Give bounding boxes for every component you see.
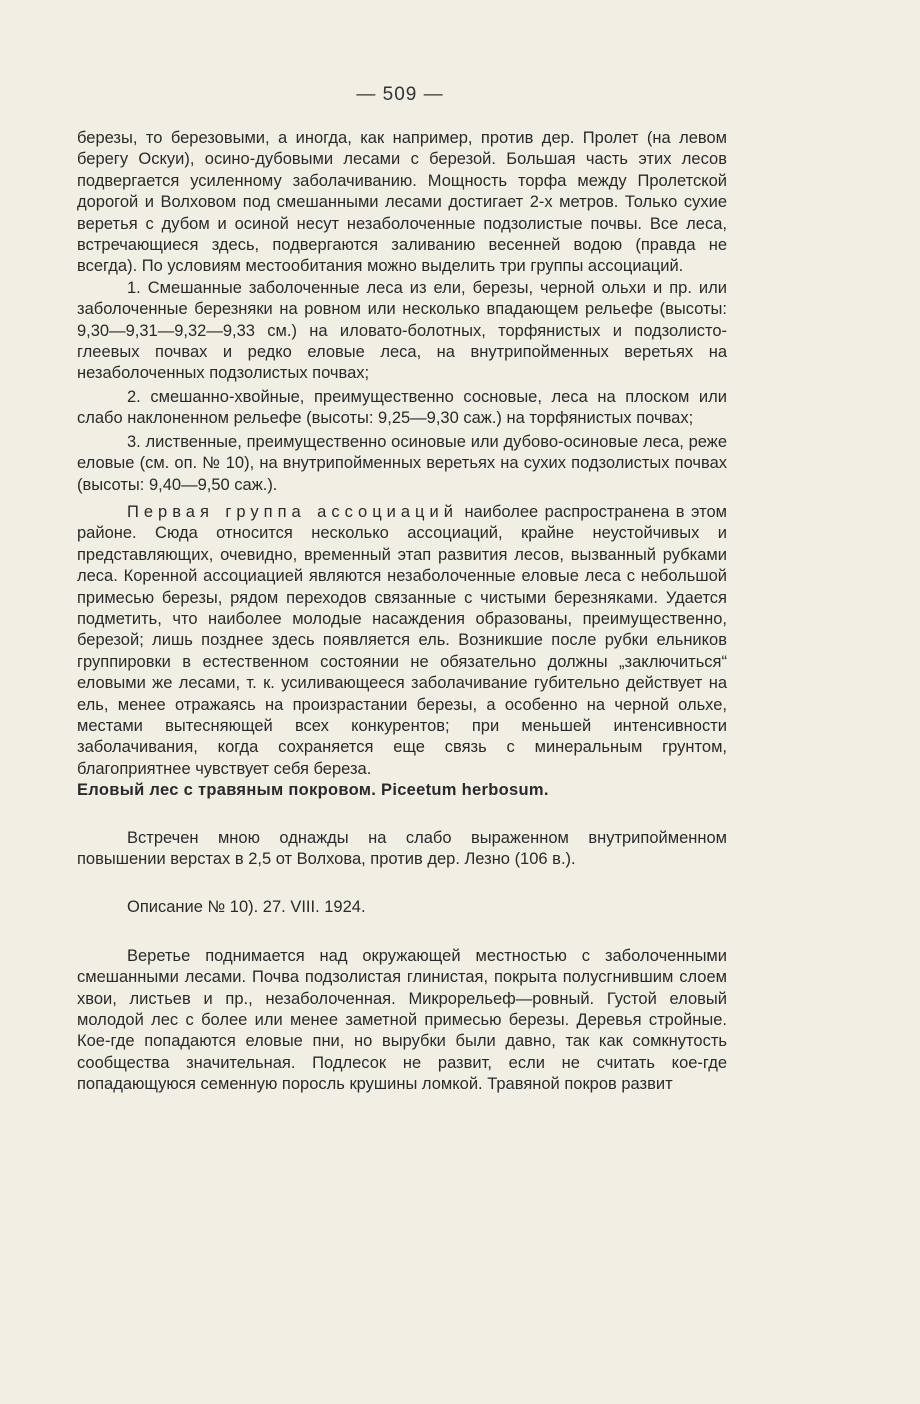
paragraph-group-3: 3. лиственные, преимущественно осиновые или дубово-осиновые леса, реже еловые (см. оп. № 10), на внутрипойменных веретьях на сухих подзолистых почвах (высоты: 9,40—9,50 саж.). <box>77 432 727 494</box>
paragraph-continuation: березы, то березовыми, а иногда, как например, против дер. Пролет (на левом берегу Оскуи), осино-дубовыми лесами с березой. Большая часть этих лесов подвергается усиленному заболачиванию. Мощность торфа между Пролетской дорогой и Волховом под смешанными лесами достигает 2-х метров. Только сухие веретья с дубом и осиной несут незаболоченные подзолистые почвы. Все леса, встречающиеся здесь, подвергаются заливанию весенней водою (правда не всегда). По условиям местообитания можно выделить три группы ассоциаций. <box>77 129 727 276</box>
paragraph-group-1: 1. Смешанные заболоченные леса из ели, березы, черной ольхи и пр. или заболоченные березняки на ровном или несколько впадающем рельефе (высоты: 9,30—9,31—9,32—9,33 см.) на иловато-болотных, торфянистых и подзолисто-глеевых почвах и редко еловые леса, на внутрипойменных веретьях на незаболоченных подзолистых почвах; <box>77 278 727 383</box>
description-label: Описание № 10). 27. VIII. 1924. <box>127 898 366 917</box>
description-text: Веретье поднимается над окружающей местностью с заболоченными смешанными лесами. Почва подзолистая глинистая, покрыта полусгнившим слоем хвои, листьев и пр., незаболоченная. Микрорельеф—ровный. Густой еловый молодой лес с более или менее заметной примесью березы. Деревья стройные. Кое-где попадаются еловые пни, но вырубки были давно, так как сомкнутость сообщества значительная. Подлесок не развит, если не считать кое-где попадающуюся семенную поросль крушины ломкой. Травяной покров развит <box>77 946 727 1094</box>
spaced-emphasis: Первая группа ассоциаций <box>127 502 458 521</box>
paragraph-group-2: 2. смешанно-хвойные, преимущественно сосновые, леса на плоском или слабо наклоненном рельефе (высоты: 9,25—9,30 саж.) на торфянистых почвах; <box>77 387 727 428</box>
paragraph-first-group-text: наиболее распространена в этом районе. Сюда относится несколько ассоциаций, крайне неустойчивых и представляющих, очевидно, временный этап развития лесов, вызванный рубками леса. Коренной ассоциацией являются незаболоченные еловые леса с небольшой примесью березы, рядом переходов связанные с чистыми березняками. Удается подметить, что наиболее молодые насаждения образованы, преимущественно, березой; лишь позднее здесь появляется ель. Возникшие после рубки ельников группировки в естественном состоянии не обязательно должны „заключиться“ еловыми же лесами, т. к. усиливающееся заболачивание губительно действует на ель, менее отражаясь на произрастании березы, а особенно на черной ольхе, местами вытесняющей всех конкурентов; при меньшей интенсивности заболачивания, когда сохраняется еще связь с минеральным грунтом, благоприятнее чувствует себя береза. <box>77 502 727 778</box>
page-content <box>77 128 727 1096</box>
page-number: — 509 — <box>356 84 444 105</box>
section-heading: Еловый лес с травяным покровом. Piceetum herbosum. <box>77 781 549 800</box>
section-intro: Встречен мною однажды на слабо выраженном внутрипойменном повышении верстах в 2,5 от Волхова, против дер. Лезно (106 в.). <box>77 828 727 868</box>
paragraph-first-group <box>77 502 727 780</box>
